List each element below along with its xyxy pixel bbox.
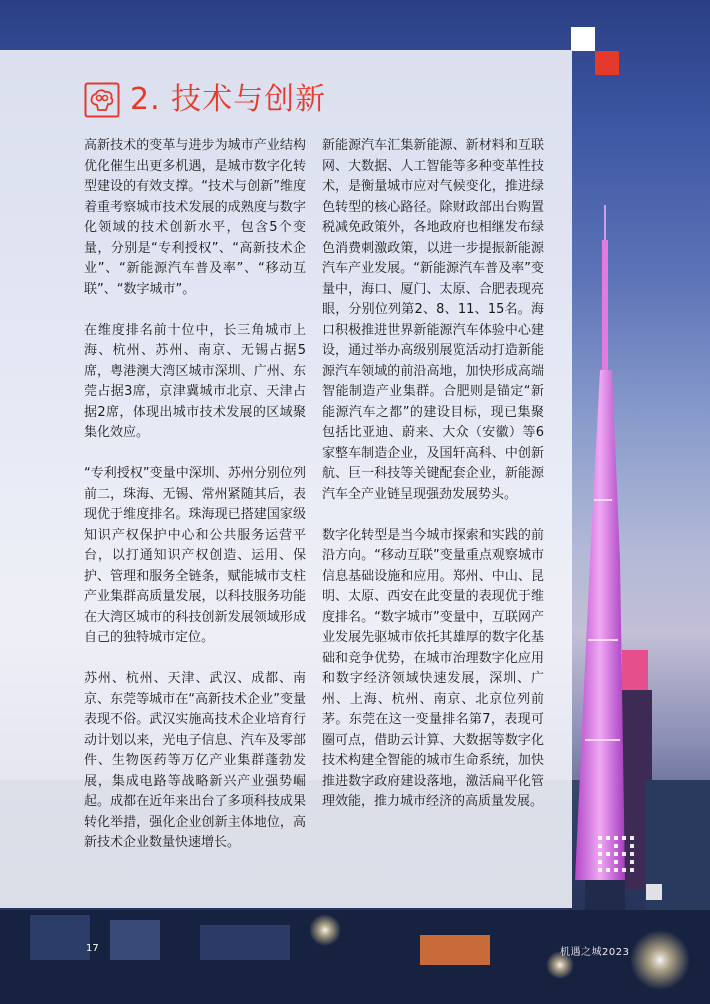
left-column [84,136,306,874]
paragraph: 苏州、杭州、天津、武汉、成都、南京、东莞等城市在“高新技术企业”变量表现不俗。武汉实施高技术企业培育行动计划以来，光电子信息、汽车及零部件、生物医药等万亿产业集群蓬勃发展，集成电路等战略新兴产业强势崛起。成都在近年来出台了多项科技成果转化举措，强化企业创新主体地位，高新技术企业数量快速增长。 [84,671,306,850]
right-column [322,136,544,833]
publication-title: 机遇之城2023 [560,947,630,958]
paragraph: 在维度排名前十位中，长三角城市上海、杭州、苏州、南京、无锡占据5席，粤港澳大湾区城市深圳、广州、东莞占据3席，京津冀城市北京、天津占据2席，体现出城市技术发展的区域聚集化效应。 [84,322,306,440]
brain-gear-icon [84,82,120,118]
paragraph: 高新技术的变革与进步为城市产业结构优化催生出更多机遇，是城市数字化转型建设的有效支撑。“技术与创新”维度着重考察城市技术发展的成熟度与数字化领域的技术创新水平，包含5个变量，分别是“专利授权”、“高新技术企业”、“新能源汽车普及率”、“移动互联”、“数字城市”。 [84,138,306,297]
paragraph: “专利授权”变量中深圳、苏州分别位列前二，珠海、无锡、常州紧随其后，表现优于维度排名。珠海现已搭建国家级知识产权保护中心和公共服务运营平台，以打通知识产权创造、运用、保护、管理和服务全链条，赋能城市支柱产业集群高质量发展，以科技服务功能在大湾区城市的科技创新发展领域形成自己的独特城市定位。 [84,466,306,645]
paragraph: 数字化转型是当今城市探索和实践的前沿方向。“移动互联”变量重点观察城市信息基础设施和应用。郑州、中山、昆明、太原、西安在此变量的表现优于维度排名。“数字城市”变量中，互联网产业发展先驱城市依托其雄厚的数字化基础和竞争优势，在城市治理数字化应用和数字经济领域快速发展，深圳、广州、上海、杭州、南京、北京位列前茅。东莞在这一变量排名第7，表现可圈可点，借助云计算、大数据等数字化技术构建全智能的城市生命系统，加快推进数字政府建设落地，激活扁平化管理效能，推力城市经济的高质量发展。 [322,527,544,809]
page-number: 17 [86,943,99,954]
section-title [84,80,326,120]
paragraph: 新能源汽车汇集新能源、新材料和互联网、大数据、人工智能等多种变革性技术，是衡量城市应对气候变化，推进绿色转型的核心路径。除财政部出台购置税减免政策外，各地政府也相继发布绿色消费刺激政策，以进一步提振新能源汽车产业发展。“新能源汽车普及率”变量中，海口、厦门、太原、合肥表现亮眼，分别位列第2、8、11、15名。海口积极推进世界新能源汽车体验中心建设，通过举办高级别展览活动打造新能源汽车领域的前沿高地，加快形成高端智能制造产业集群。合肥则是锚定“新能源汽车之都”的建设目标，现已集聚包括比亚迪、蔚来、大众（安徽）等6家整车制造企业，及国轩高科、中创新航、巨一科技等关键配套企业，新能源汽车全产业链呈现强劲发展势头。 [322,138,544,502]
section-title-text: 2. 技术与创新 [130,82,327,117]
decorative-square-red [595,51,619,75]
decorative-square-white [571,27,595,51]
